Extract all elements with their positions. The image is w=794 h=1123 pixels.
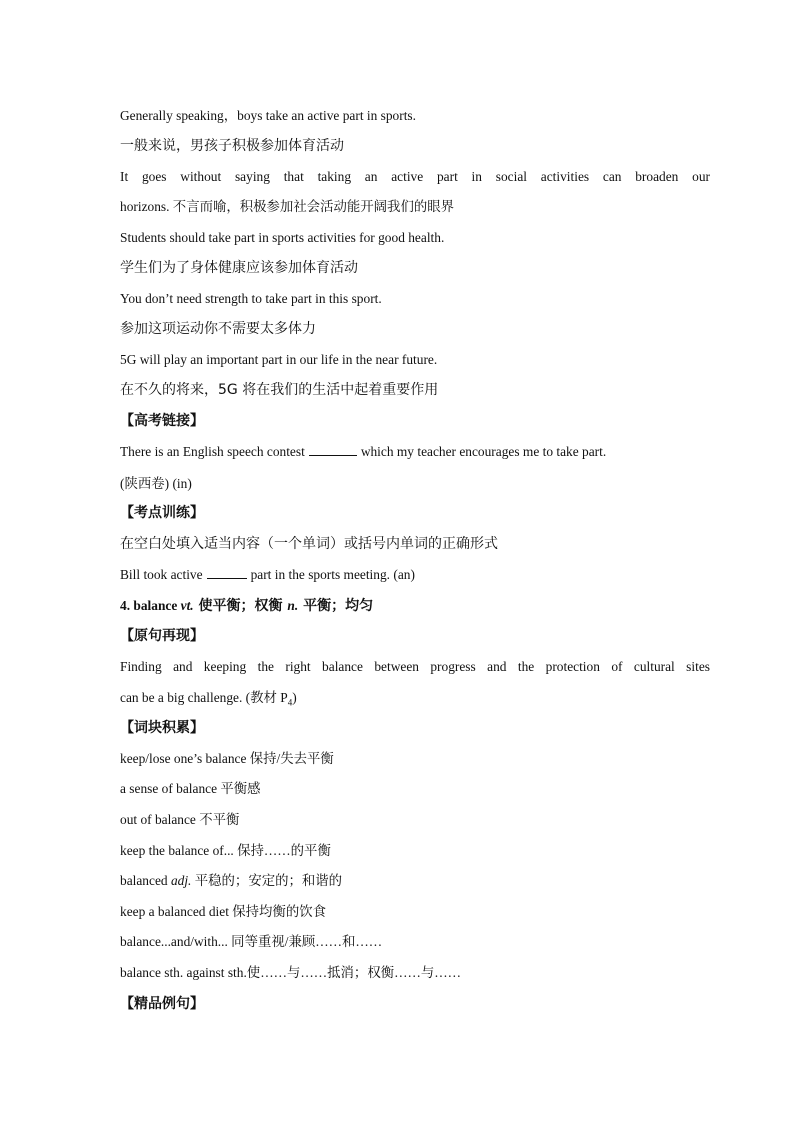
vocab-meaning: 平衡；均匀 (298, 598, 374, 614)
phrase-item: balance...and/with... 同等重视/兼顾……和…… (120, 934, 383, 949)
vocab-entry-heading (120, 596, 710, 616)
pos-label: vt. (180, 598, 194, 613)
phrase-item: keep the balance of... 保持……的平衡 (120, 843, 331, 858)
example-sentence-en: You don’t need strength to take part in this sport. (120, 291, 382, 306)
example-sentence-en: It goes without saying that taking an active part in social activities can broaden our (120, 169, 710, 184)
example-sentence-cn: 一般来说，男孩子积极参加体育活动 (120, 138, 344, 154)
section-heading-phrases: 【词块积累】 (120, 720, 204, 736)
sentence-text: can be a big challenge. (教材 P (120, 690, 288, 705)
phrase-item (120, 871, 710, 891)
exam-source: (陕西卷) (in) (120, 476, 192, 491)
vocab-meaning: 使平衡；权衡 (193, 598, 288, 614)
practice-instruction: 在空白处填入适当内容（一个单词）或括号内单词的正确形式 (120, 536, 498, 552)
pos-label: n. (287, 598, 299, 613)
phrase-item: keep/lose one’s balance 保持/失去平衡 (120, 751, 334, 766)
question-text-part1: There is an English speech contest (120, 444, 305, 459)
vocab-word: 4. balance (120, 598, 181, 613)
question-text-part2: which my teacher encourages me to take part. (360, 444, 607, 459)
example-sentence-en: Generally speaking，boys take an active part in sports. (120, 108, 416, 123)
section-heading-examples: 【精品例句】 (120, 996, 204, 1012)
example-sentence-mixed: horizons. 不言而喻，积极参加社会活动能开阔我们的眼界 (120, 199, 455, 214)
practice-question (120, 565, 710, 585)
phrase-item: out of balance 不平衡 (120, 812, 240, 827)
section-heading-gaokao-link: 【高考链接】 (120, 413, 204, 429)
example-sentence-en: Students should take part in sports activities for good health. (120, 230, 445, 245)
example-sentence-cn: 在不久的将来，5G 将在我们的生活中起着重要作用 (120, 382, 439, 398)
example-sentence-en: 5G will play an important part in our life in the near future. (120, 352, 438, 367)
phrase-word: balanced (120, 873, 171, 888)
example-sentence-cn: 参加这项运动你不需要太多体力 (120, 321, 316, 337)
phrase-item: balance sth. against sth.使……与……抵消；权衡……与…… (120, 965, 462, 980)
example-sentence-cn: 学生们为了身体健康应该参加体育活动 (120, 260, 358, 276)
phrase-meaning: 平稳的；安定的；和谐的 (191, 873, 343, 888)
exam-question (120, 442, 710, 462)
page-number: 4 (287, 697, 293, 708)
question-text-part2: part in the sports meeting. (an) (250, 567, 415, 582)
question-text-part1: Bill took active (120, 567, 203, 582)
answer-blank (207, 565, 247, 579)
original-sentence-cont (120, 688, 710, 713)
pos-label: adj. (170, 873, 192, 888)
section-heading-practice: 【考点训练】 (120, 505, 204, 521)
section-heading-original-sentence: 【原句再现】 (120, 628, 204, 644)
answer-blank (309, 442, 357, 456)
closing-paren: ) (292, 690, 297, 705)
phrase-item: a sense of balance 平衡感 (120, 781, 261, 796)
original-sentence: Finding and keeping the right balance between progress and the protection of cultural sites (120, 659, 710, 674)
phrase-item: keep a balanced diet 保持均衡的饮食 (120, 904, 327, 919)
